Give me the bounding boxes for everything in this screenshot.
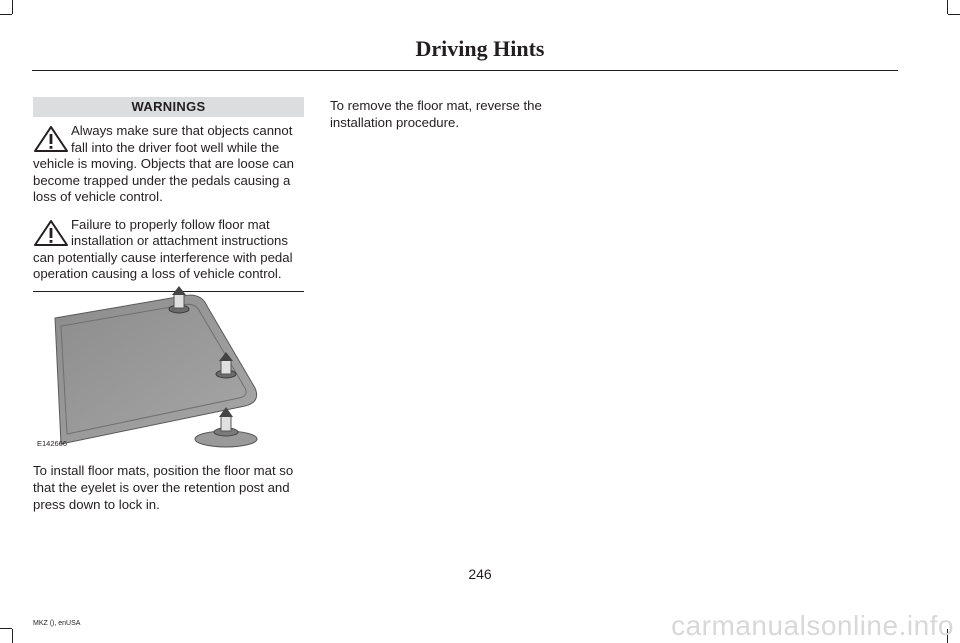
warning-item	[33, 217, 304, 283]
watermark: carmanualsonline.info	[671, 610, 954, 641]
warning-text: Failure to properly follow floor mat installation or attachment instructions can potentially cause interference with pedal operation causing a loss of vehicle control.	[33, 216, 293, 281]
install-instructions: To install floor mats, position the floor mat so that the eyelet is over the retention post and press down to lock in.	[33, 463, 294, 512]
warning-triangle-icon	[33, 125, 69, 153]
warning-item	[33, 123, 304, 206]
footer-model: MKZ (), enUSA	[33, 620, 81, 627]
warning-text: Always make sure that objects cannot fall into the driver foot well while the vehicle is moving. Objects that are loose can become trapped under the pedals causing a loss of vehicle control.	[33, 123, 294, 204]
page-title: Driving Hints	[415, 36, 545, 61]
warnings-box	[33, 97, 304, 292]
warnings-heading: WARNINGS	[33, 97, 304, 117]
floor-mat-drawing	[33, 280, 304, 458]
illustration-code: E142666	[37, 439, 68, 448]
page-number: 246	[468, 566, 492, 582]
warning-triangle-icon	[33, 219, 69, 247]
crop-mark-top-left-h	[0, 14, 12, 15]
crop-mark-bottom-left-v	[12, 629, 13, 643]
crop-mark-bottom-left-h	[0, 628, 12, 629]
floor-mat-illustration	[33, 280, 304, 458]
header-rule	[32, 70, 898, 71]
crop-mark-top-right-v	[947, 0, 948, 14]
crop-mark-top-left-v	[12, 0, 13, 14]
remove-instructions: To remove the floor mat, reverse the installation procedure.	[330, 98, 542, 130]
crop-mark-top-right-h	[948, 14, 960, 15]
